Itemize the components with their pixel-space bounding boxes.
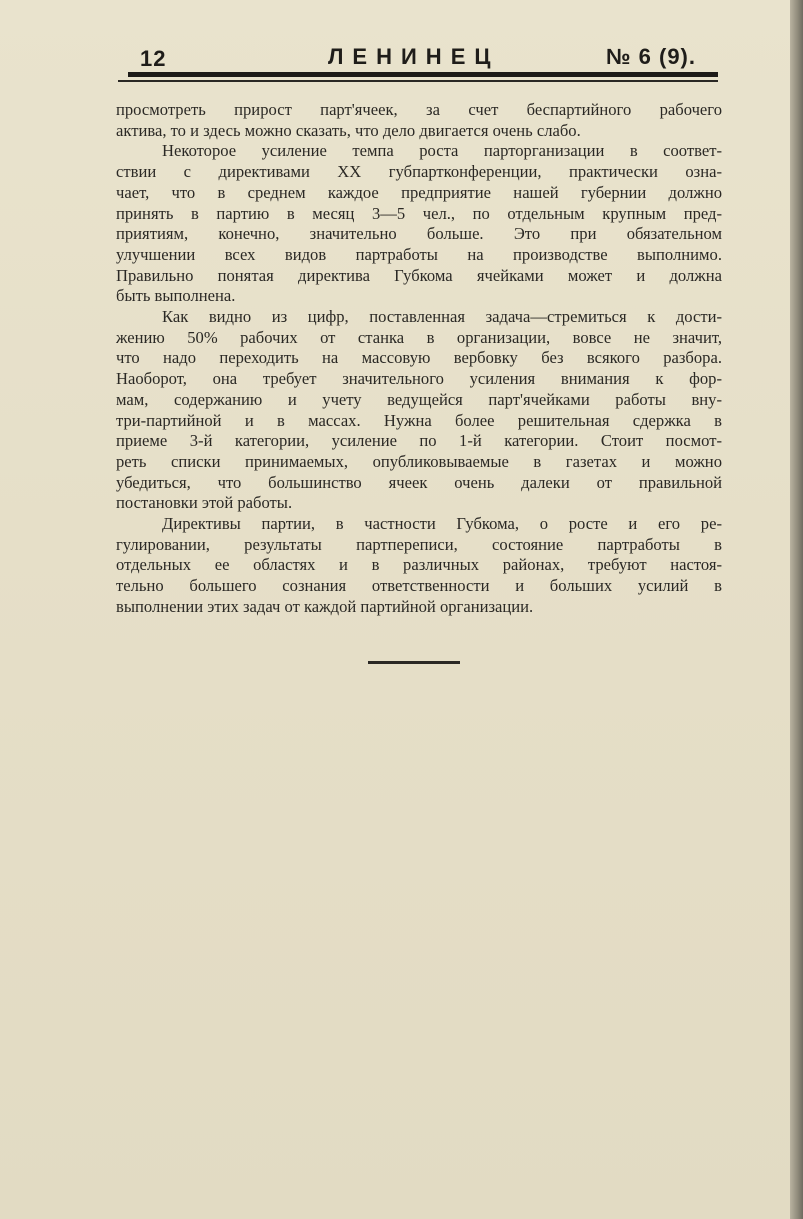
text-line: выполнении этих задач от каждой партийной организации. bbox=[116, 596, 534, 616]
article-body bbox=[116, 100, 722, 618]
text-line: гулировании, результаты партпереписи, состояние партработы в bbox=[116, 534, 722, 554]
paragraph bbox=[116, 307, 722, 514]
text-line: постановки этой работы. bbox=[116, 493, 293, 513]
text-line: чает, что в среднем каждое предприятие нашей губернии должно bbox=[116, 182, 722, 202]
page-edge bbox=[790, 0, 803, 1219]
text-line: Некоторое усиление темпа роста парторганизации в соответ- bbox=[162, 141, 722, 161]
issue-number: № 6 (9). bbox=[606, 44, 696, 69]
text-line: тельно большего сознания ответственности и больших усилий в bbox=[116, 576, 722, 596]
text-line: отдельных ее областях и в различных районах, требуют настоя- bbox=[116, 555, 722, 575]
text-line: приятиям, конечно, значительно больше. Это при обязательном bbox=[116, 224, 722, 244]
page-header bbox=[118, 38, 718, 84]
text-line: реть списки принимаемых, опубликовываемые в газетах и можно bbox=[116, 451, 722, 471]
text-line: что надо переходить на массовую вербовку без всякого разбора. bbox=[116, 348, 722, 368]
masthead-title: ЛЕНИНЕЦ bbox=[328, 44, 500, 69]
text-line: убедиться, что большинство ячеек очень далеки от правильной bbox=[116, 472, 722, 492]
article-end-rule bbox=[368, 661, 460, 664]
text-line: Наоборот, она требует значительного усиления внимания к фор- bbox=[116, 369, 722, 389]
text-line: ствии с директивами XX губпартконференции, практически озна- bbox=[116, 162, 722, 182]
text-line: Как видно из цифр, поставленная задача—стремиться к дости- bbox=[162, 307, 722, 327]
text-line: принять в партию в месяц 3—5 чел., по отдельным крупным пред- bbox=[116, 203, 722, 223]
header-rule-thick bbox=[128, 72, 718, 77]
text-line: приеме 3-й категории, усиление по 1-й категории. Стоит посмот- bbox=[116, 431, 722, 451]
text-line: актива, то и здесь можно сказать, что дело двигается очень слабо. bbox=[116, 120, 581, 140]
header-rule-thin bbox=[118, 80, 718, 82]
paragraph bbox=[116, 514, 722, 618]
text-line: просмотреть прирост парт'ячеек, за счет беспартийного рабочего bbox=[116, 100, 722, 119]
text-line: три-партийной и в массах. Нужна более решительная сдержка в bbox=[116, 410, 722, 430]
paragraph bbox=[116, 141, 722, 307]
paragraph bbox=[116, 100, 722, 141]
text-line: жению 50% рабочих от станка в организации, вовсе не значит, bbox=[116, 327, 722, 347]
page-number: 12 bbox=[140, 46, 167, 71]
text-line: мам, содержанию и учету ведущейся парт'ячейками работы вну- bbox=[116, 389, 722, 409]
text-line: Директивы партии, в частности Губкома, о росте и его ре- bbox=[162, 514, 722, 534]
text-line: улучшении всех видов партработы на производстве выполнимо. bbox=[116, 244, 722, 264]
text-line: Правильно понятая директива Губкома ячейками может и должна bbox=[116, 265, 722, 285]
text-line: быть выполнена. bbox=[116, 286, 236, 306]
